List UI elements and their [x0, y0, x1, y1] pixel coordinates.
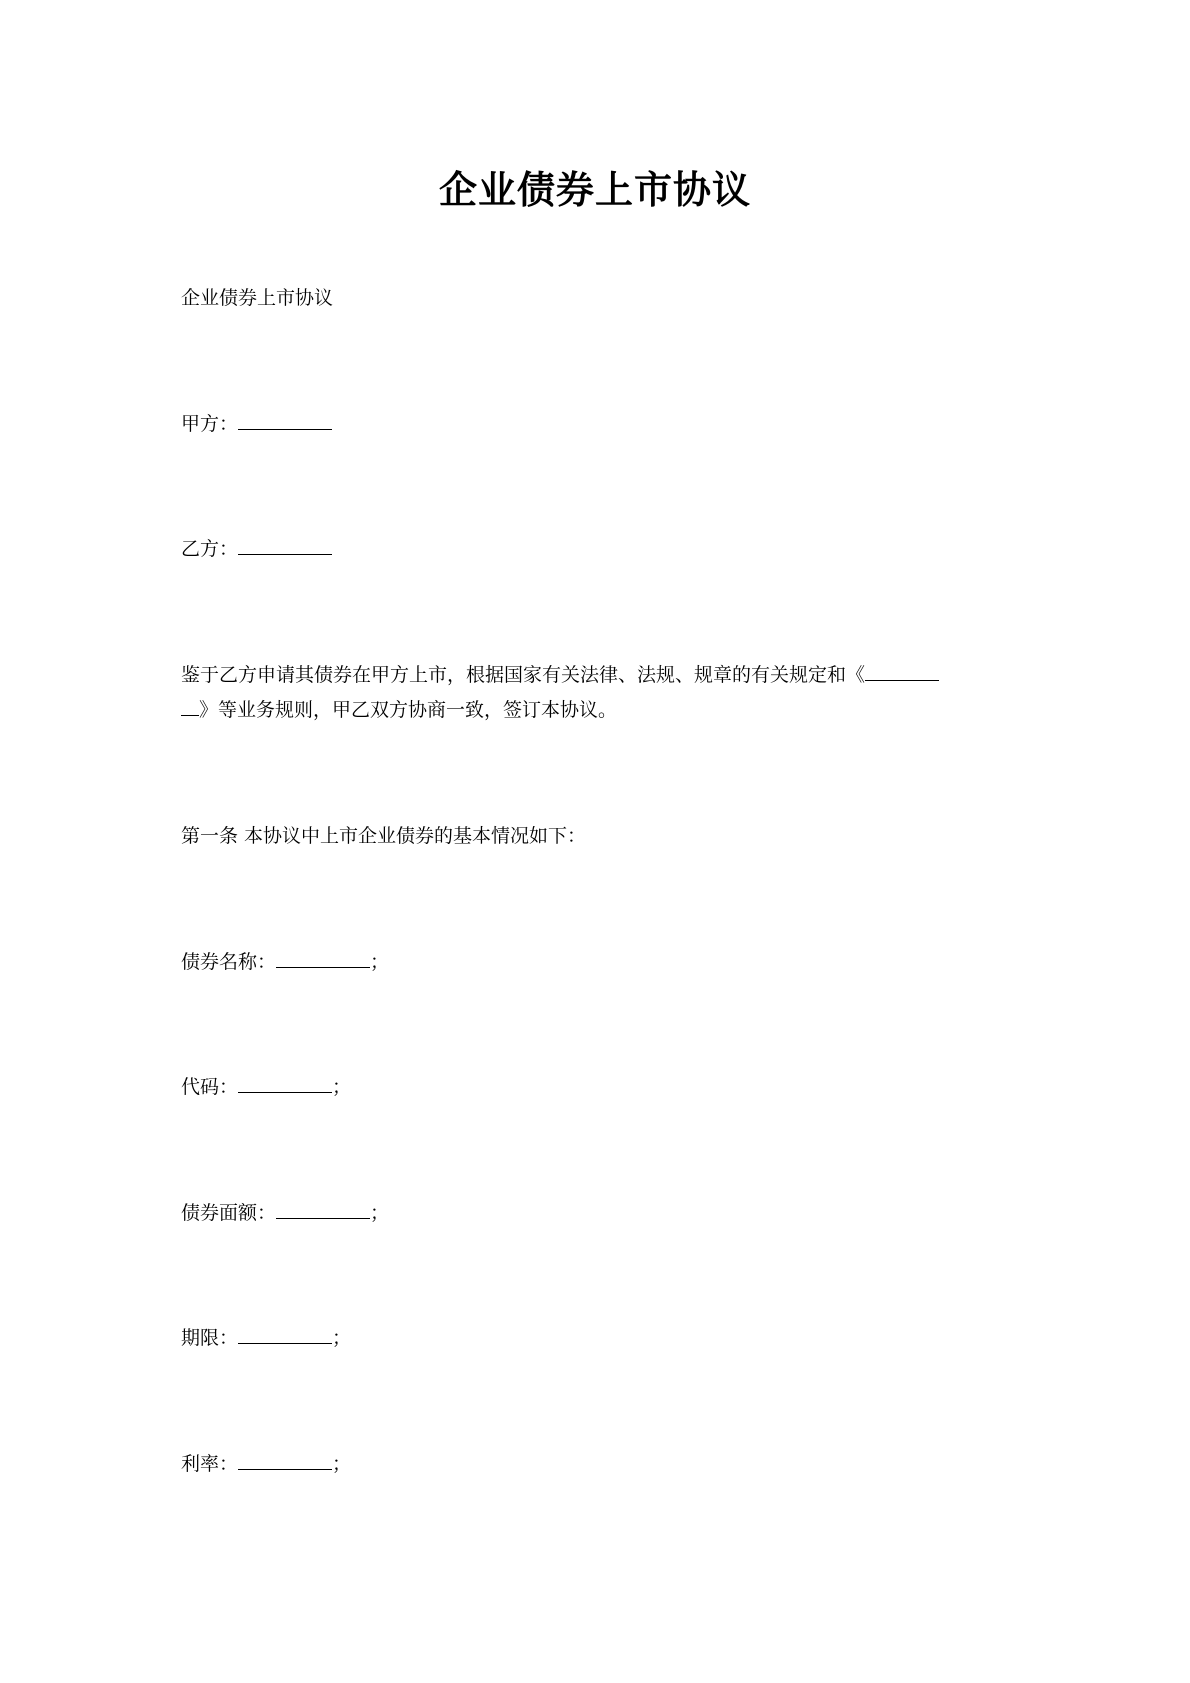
field-suffix: ； — [332, 1453, 352, 1475]
rules-name-blank-1[interactable] — [865, 662, 939, 681]
code-blank[interactable] — [238, 1074, 332, 1093]
face-value-blank[interactable] — [276, 1200, 370, 1219]
document-subtitle: 企业债券上市协议 — [181, 287, 334, 309]
preamble-line-1 — [181, 659, 939, 691]
bond-name-blank[interactable] — [276, 949, 370, 968]
field-bond-name — [181, 946, 389, 978]
field-face-value — [181, 1197, 389, 1229]
field-term — [181, 1322, 351, 1354]
preamble-text-1: 鉴于乙方申请其债券在甲方上市，根据国家有关法律、法规、规章的有关规定和《 — [181, 664, 866, 686]
preamble-line-2 — [181, 694, 617, 726]
party-a-label: 甲方： — [181, 413, 239, 435]
field-label: 代码： — [181, 1076, 239, 1098]
preamble-text-2: 》等业务规则，甲乙双方协商一致，签订本协议。 — [199, 699, 618, 721]
field-interest-rate — [181, 1448, 351, 1480]
interest-rate-blank[interactable] — [238, 1451, 332, 1470]
document-title: 企业债券上市协议 — [438, 167, 751, 212]
party-a-line — [181, 408, 332, 440]
field-label: 债券面额： — [181, 1202, 277, 1224]
field-label: 期限： — [181, 1327, 239, 1349]
field-suffix: ； — [332, 1076, 352, 1098]
field-suffix: ； — [332, 1327, 352, 1349]
field-label: 债券名称： — [181, 951, 277, 973]
rules-name-blank-2[interactable] — [181, 697, 199, 716]
field-code — [181, 1071, 351, 1103]
term-blank[interactable] — [238, 1325, 332, 1344]
party-b-blank[interactable] — [238, 536, 332, 555]
field-suffix: ； — [370, 1202, 390, 1224]
field-suffix: ； — [370, 951, 390, 973]
party-b-line — [181, 533, 332, 565]
party-a-blank[interactable] — [238, 411, 332, 430]
party-b-label: 乙方： — [181, 538, 239, 560]
field-label: 利率： — [181, 1453, 239, 1475]
article-1-heading: 第一条 本协议中上市企业债券的基本情况如下： — [181, 825, 587, 847]
